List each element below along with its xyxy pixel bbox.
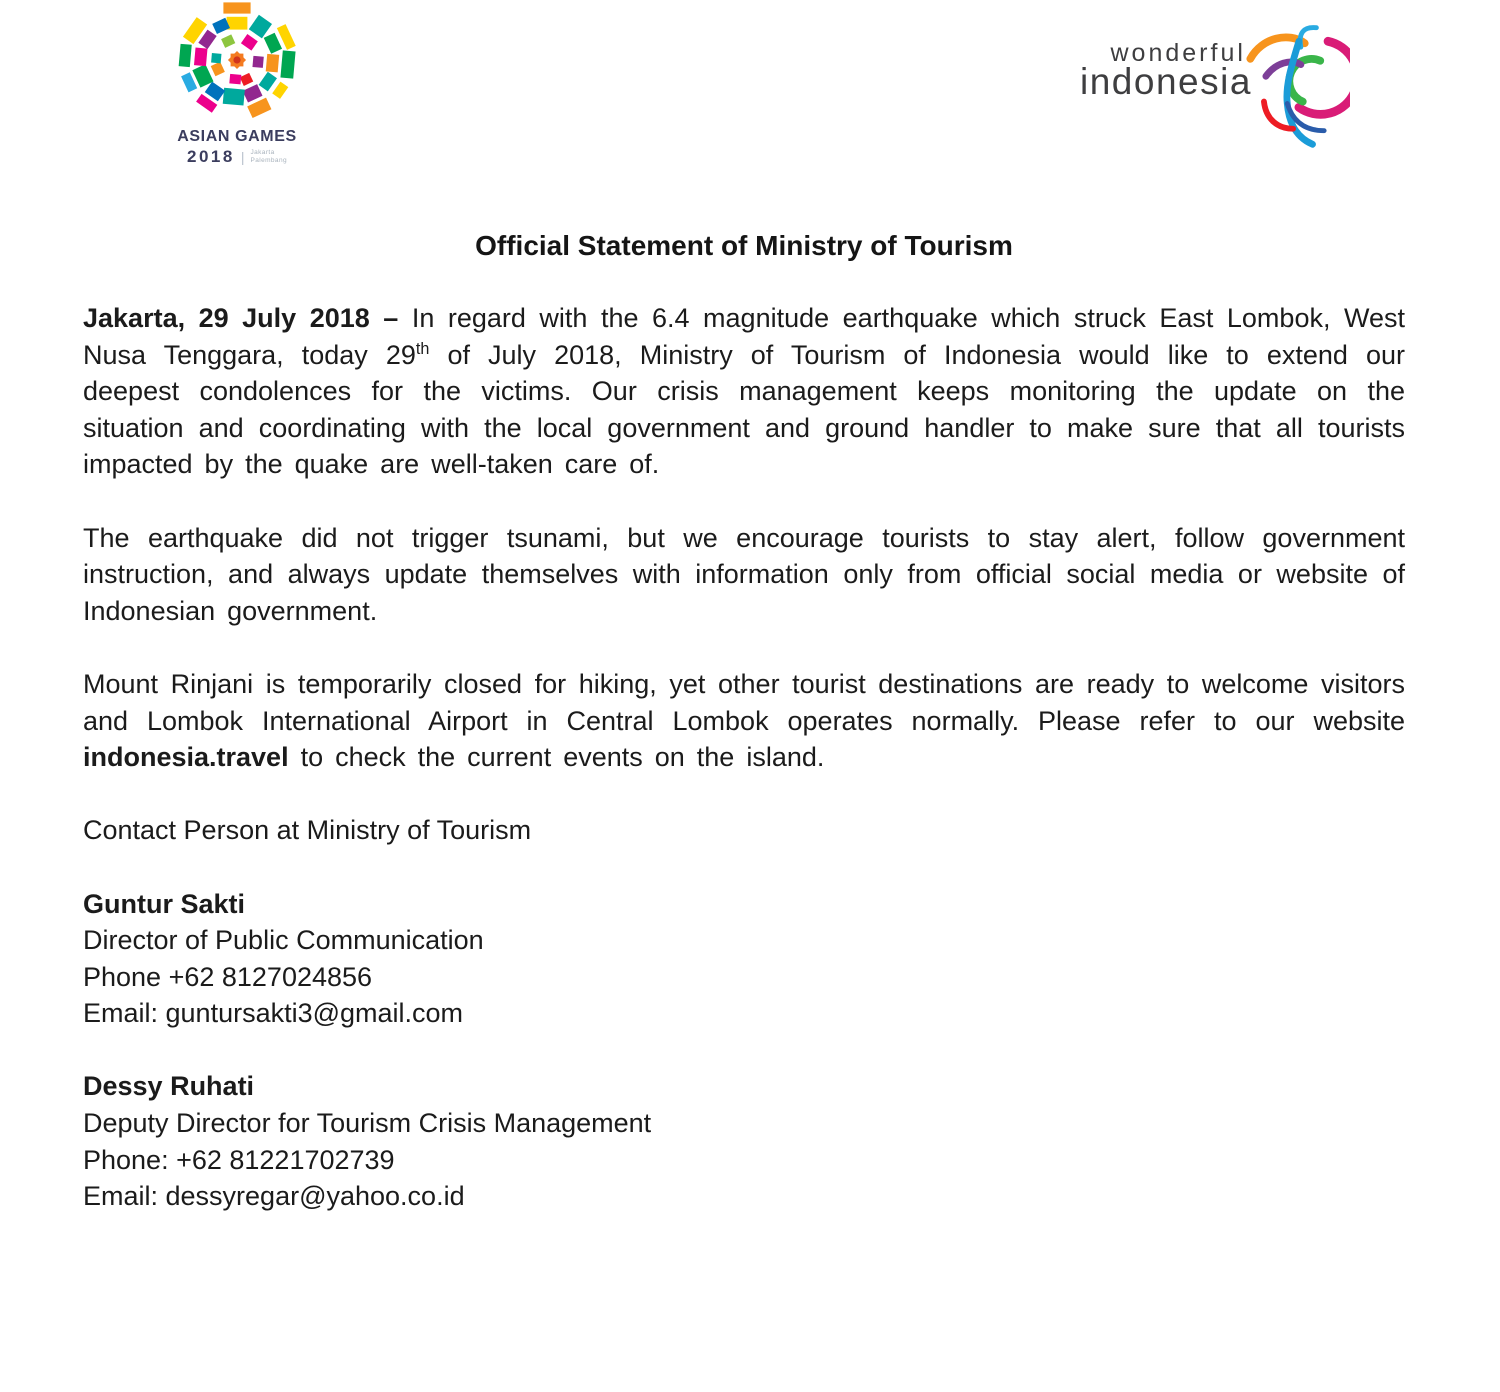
contact-email: Email: guntursakti3@gmail.com <box>83 998 464 1029</box>
asian-games-2018-logo <box>148 0 326 167</box>
website-name: indonesia.travel <box>83 742 289 773</box>
host-city-2: Palembang <box>250 157 287 164</box>
wonderful-indonesia-bird-icon <box>1242 18 1350 154</box>
indonesia-text: indonesia <box>1080 61 1252 102</box>
contact-card-dessy-ruhati <box>83 1068 1405 1214</box>
wonderful-text: wonderful <box>1110 39 1246 67</box>
asian-games-wordmark: ASIAN GAMES <box>177 128 297 145</box>
wonderful-indonesia-wordmark <box>1080 40 1252 100</box>
paragraph-1 <box>83 300 1405 483</box>
contact-phone: Phone +62 8127024856 <box>83 961 373 992</box>
asian-games-emblem-icon <box>162 0 312 128</box>
statement-body <box>83 230 1405 1215</box>
date-ordinal: th <box>415 339 430 358</box>
paragraph-3-text-a: Mount Rinjani is temporarily closed for hiking, yet other tourist destinations are ready to welcome visitors and Lombok International Airport in Central Lombok operates normally. Please refer to our website <box>83 668 1405 736</box>
asian-games-host-cities <box>250 149 286 165</box>
contact-card-guntur-sakti <box>83 886 1405 1032</box>
asian-games-divider: | <box>240 149 245 165</box>
paragraph-3 <box>83 666 1405 776</box>
wonderful-indonesia-logo <box>1080 40 1350 154</box>
contact-email: Email: dessyregar@yahoo.co.id <box>83 1181 465 1212</box>
asian-games-year-row <box>148 147 326 167</box>
paragraph-2: The earthquake did not trigger tsunami, but we encourage tourists to stay alert, follow government instruction, and always update themselves with information only from official social media or website of Indonesian government. <box>83 522 1405 626</box>
contact-phone: Phone: +62 81221702739 <box>83 1144 395 1175</box>
paragraph-1-text-a: In regard with the 6.4 magnitude earthquake which struck East Lombok, West Nusa Tenggara, today 29 <box>83 303 1405 370</box>
contact-name: Guntur Sakti <box>83 888 246 919</box>
paragraph-1-text-b: of July 2018, Ministry of Tourism of Indonesia would like to extend our deepest condolences for the victims. Our crisis management keeps monitoring the update on the situation and coordinating with the local government and ground handler to make sure that all tourists impacted by the quake are well-taken care of. <box>83 339 1406 480</box>
dateline: Jakarta, 29 July 2018 – <box>83 303 399 333</box>
contact-role: Deputy Director for Tourism Crisis Management <box>83 1108 652 1139</box>
contact-intro: Contact Person at Ministry of Tourism <box>83 815 532 846</box>
header <box>0 0 1500 175</box>
host-city-1: Jakarta <box>250 149 275 156</box>
contact-name: Dessy Ruhati <box>83 1071 255 1102</box>
document-title: Official Statement of Ministry of Tourism <box>475 230 1013 261</box>
contact-role: Director of Public Communication <box>83 925 484 956</box>
asian-games-year: 2018 <box>187 147 235 166</box>
paragraph-3-text-b: to check the current events on the island. <box>288 742 825 773</box>
